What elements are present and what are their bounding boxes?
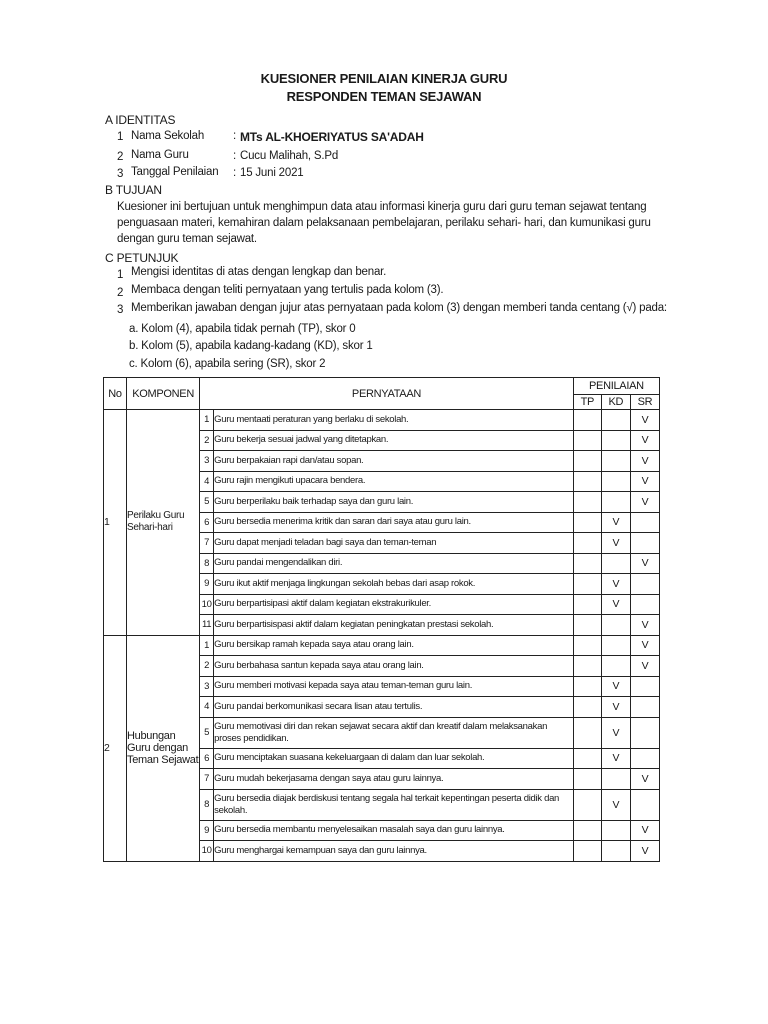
mark-sr bbox=[630, 533, 659, 554]
item-statement: Guru berpartisispasi aktif dalam kegiatan peningkatan prestasi sekolah. bbox=[214, 615, 574, 636]
table-row bbox=[104, 410, 660, 431]
item-number: 10 bbox=[200, 841, 214, 862]
identitas-value-teacher: Cucu Malihah, S.Pd bbox=[240, 150, 339, 162]
section-identitas-heading: A IDENTITAS bbox=[105, 113, 176, 127]
mark-tp bbox=[573, 410, 601, 431]
petunjuk-sub-item: a. Kolom (4), apabila tidak pernah (TP), skor 0 bbox=[129, 323, 356, 335]
mark-tp bbox=[573, 615, 601, 636]
assessment-table bbox=[103, 377, 660, 862]
item-statement: Guru memberi motivasi kepada saya atau teman-teman guru lain. bbox=[214, 676, 574, 697]
group-komponen: Perilaku Guru Sehari-hari bbox=[127, 410, 200, 636]
mark-sr: V bbox=[630, 615, 659, 636]
tujuan-paragraph: Kuesioner ini bertujuan untuk menghimpun data atau informasi kinerja guru dari guru teman sejawat tentang penguasaan materi, kemahiran dalam pelaksanaan pembelajaran, perilaku sehari- hari, dan kumunikasi guru dengan guru teman sejawat. bbox=[117, 201, 651, 245]
mark-sr: V bbox=[630, 410, 659, 431]
item-number: 7 bbox=[200, 533, 214, 554]
identitas-value-date: 15 Juni 2021 bbox=[240, 167, 304, 179]
item-statement: Guru berbahasa santun kepada saya atau orang lain. bbox=[214, 656, 574, 677]
item-statement: Guru menciptakan suasana kekeluargaan di dalam dan luar sekolah. bbox=[214, 748, 574, 769]
item-number: 4 bbox=[200, 471, 214, 492]
section-tujuan-heading: B TUJUAN bbox=[105, 183, 162, 197]
identitas-label: Nama Sekolah bbox=[131, 130, 205, 142]
mark-sr: V bbox=[630, 656, 659, 677]
mark-sr: V bbox=[630, 553, 659, 574]
mark-sr bbox=[630, 748, 659, 769]
petunjuk-sub-item: c. Kolom (6), apabila sering (SR), skor 2 bbox=[129, 358, 326, 370]
item-number: 6 bbox=[200, 512, 214, 533]
item-number: 3 bbox=[200, 676, 214, 697]
mark-tp bbox=[573, 430, 601, 451]
item-statement: Guru ikut aktif menjaga lingkungan sekolah bebas dari asap rokok. bbox=[214, 574, 574, 595]
item-number: 1 bbox=[200, 410, 214, 431]
identitas-label: Tanggal Penilaian bbox=[131, 166, 219, 178]
item-statement: Guru memotivasi diri dan rekan sejawat secara aktif dan kreatif dalam melaksanakan proses pendidikan. bbox=[214, 717, 574, 748]
group-komponen: Hubungan Guru dengan Teman Sejawat bbox=[127, 635, 200, 861]
item-number: 8 bbox=[200, 789, 214, 820]
group-number: 1 bbox=[104, 410, 127, 636]
document-title: KUESIONER PENILAIAN KINERJA GURU bbox=[260, 71, 508, 86]
mark-kd: V bbox=[601, 676, 630, 697]
mark-tp bbox=[573, 635, 601, 656]
identitas-colon: : bbox=[233, 167, 236, 179]
mark-sr: V bbox=[630, 820, 659, 841]
mark-tp bbox=[573, 697, 601, 718]
mark-sr bbox=[630, 676, 659, 697]
mark-kd bbox=[601, 769, 630, 790]
table-row bbox=[104, 635, 660, 656]
mark-tp bbox=[573, 553, 601, 574]
mark-kd bbox=[601, 553, 630, 574]
mark-tp bbox=[573, 841, 601, 862]
identitas-value-school: MTs AL-KHOERIYATUS SA'ADAH bbox=[240, 130, 424, 144]
mark-sr: V bbox=[630, 471, 659, 492]
mark-kd bbox=[601, 492, 630, 513]
header-penilaian: PENILAIAN bbox=[573, 378, 659, 395]
item-statement: Guru berpakaian rapi dan/atau sopan. bbox=[214, 451, 574, 472]
petunjuk-num: 3 bbox=[117, 304, 124, 316]
mark-kd bbox=[601, 841, 630, 862]
identitas-label: Nama Guru bbox=[131, 149, 189, 161]
petunjuk-text: Memberikan jawaban dengan jujur atas pernyataan pada kolom (3) dengan memberi tanda centang (√) pada: bbox=[131, 302, 667, 314]
mark-tp bbox=[573, 492, 601, 513]
mark-kd: V bbox=[601, 574, 630, 595]
mark-tp bbox=[573, 789, 601, 820]
mark-kd bbox=[601, 656, 630, 677]
mark-tp bbox=[573, 769, 601, 790]
item-number: 1 bbox=[200, 635, 214, 656]
mark-tp bbox=[573, 533, 601, 554]
item-statement: Guru rajin mengikuti upacara bendera. bbox=[214, 471, 574, 492]
mark-kd bbox=[601, 820, 630, 841]
item-statement: Guru berperilaku baik terhadap saya dan guru lain. bbox=[214, 492, 574, 513]
petunjuk-text: Mengisi identitas di atas dengan lengkap dan benar. bbox=[131, 266, 387, 278]
item-number: 5 bbox=[200, 717, 214, 748]
header-tp: TP bbox=[573, 395, 601, 410]
identitas-num: 3 bbox=[117, 168, 124, 180]
item-statement: Guru mentaati peraturan yang berlaku di sekolah. bbox=[214, 410, 574, 431]
mark-sr: V bbox=[630, 841, 659, 862]
item-statement: Guru bekerja sesuai jadwal yang ditetapkan. bbox=[214, 430, 574, 451]
item-number: 2 bbox=[200, 656, 214, 677]
mark-sr: V bbox=[630, 492, 659, 513]
header-no: No bbox=[104, 378, 127, 410]
mark-tp bbox=[573, 471, 601, 492]
item-statement: Guru bersedia membantu menyelesaikan masalah saya dan guru lainnya. bbox=[214, 820, 574, 841]
item-number: 11 bbox=[200, 615, 214, 636]
item-statement: Guru bersedia menerima kritik dan saran dari saya atau guru lain. bbox=[214, 512, 574, 533]
document-subtitle: RESPONDEN TEMAN SEJAWAN bbox=[286, 89, 482, 104]
mark-tp bbox=[573, 748, 601, 769]
mark-tp bbox=[573, 676, 601, 697]
table-header-row bbox=[104, 378, 660, 395]
mark-tp bbox=[573, 512, 601, 533]
item-number: 8 bbox=[200, 553, 214, 574]
mark-tp bbox=[573, 451, 601, 472]
mark-kd bbox=[601, 430, 630, 451]
header-kd: KD bbox=[601, 395, 630, 410]
mark-kd: V bbox=[601, 789, 630, 820]
mark-sr: V bbox=[630, 451, 659, 472]
mark-kd bbox=[601, 471, 630, 492]
item-number: 4 bbox=[200, 697, 214, 718]
mark-sr bbox=[630, 717, 659, 748]
mark-tp bbox=[573, 594, 601, 615]
mark-sr bbox=[630, 574, 659, 595]
item-number: 7 bbox=[200, 769, 214, 790]
header-komponen: KOMPONEN bbox=[127, 378, 200, 410]
mark-kd: V bbox=[601, 697, 630, 718]
header-sr: SR bbox=[630, 395, 659, 410]
mark-tp bbox=[573, 717, 601, 748]
identitas-colon: : bbox=[233, 130, 236, 142]
mark-tp bbox=[573, 656, 601, 677]
mark-sr bbox=[630, 789, 659, 820]
item-statement: Guru menghargai kemampuan saya dan guru lainnya. bbox=[214, 841, 574, 862]
mark-kd: V bbox=[601, 512, 630, 533]
mark-sr bbox=[630, 594, 659, 615]
mark-kd bbox=[601, 410, 630, 431]
item-statement: Guru berpartisipasi aktif dalam kegiatan ekstrakurikuler. bbox=[214, 594, 574, 615]
item-statement: Guru bersedia diajak berdiskusi tentang segala hal terkait kepentingan peserta didik dan sekolah. bbox=[214, 789, 574, 820]
identitas-num: 1 bbox=[117, 131, 124, 143]
item-number: 6 bbox=[200, 748, 214, 769]
mark-sr bbox=[630, 512, 659, 533]
item-number: 5 bbox=[200, 492, 214, 513]
mark-sr bbox=[630, 697, 659, 718]
identitas-num: 2 bbox=[117, 151, 124, 163]
group-number: 2 bbox=[104, 635, 127, 861]
mark-sr: V bbox=[630, 635, 659, 656]
item-number: 10 bbox=[200, 594, 214, 615]
petunjuk-num: 2 bbox=[117, 287, 124, 299]
mark-kd bbox=[601, 451, 630, 472]
header-pernyataan: PERNYATAAN bbox=[200, 378, 574, 410]
item-statement: Guru bersikap ramah kepada saya atau orang lain. bbox=[214, 635, 574, 656]
petunjuk-sub-item: b. Kolom (5), apabila kadang-kadang (KD), skor 1 bbox=[129, 340, 373, 352]
item-number: 3 bbox=[200, 451, 214, 472]
petunjuk-num: 1 bbox=[117, 269, 124, 281]
item-number: 9 bbox=[200, 574, 214, 595]
item-number: 2 bbox=[200, 430, 214, 451]
mark-kd bbox=[601, 615, 630, 636]
mark-sr: V bbox=[630, 769, 659, 790]
petunjuk-text: Membaca dengan teliti pernyataan yang tertulis pada kolom (3). bbox=[131, 284, 444, 296]
identitas-colon: : bbox=[233, 150, 236, 162]
mark-kd: V bbox=[601, 748, 630, 769]
mark-kd: V bbox=[601, 717, 630, 748]
item-number: 9 bbox=[200, 820, 214, 841]
item-statement: Guru dapat menjadi teladan bagi saya dan teman-teman bbox=[214, 533, 574, 554]
mark-kd: V bbox=[601, 594, 630, 615]
mark-kd bbox=[601, 635, 630, 656]
item-statement: Guru pandai berkomunikasi secara lisan atau tertulis. bbox=[214, 697, 574, 718]
item-statement: Guru pandai mengendalikan diri. bbox=[214, 553, 574, 574]
mark-tp bbox=[573, 820, 601, 841]
mark-tp bbox=[573, 574, 601, 595]
item-statement: Guru mudah bekerjasama dengan saya atau guru lainnya. bbox=[214, 769, 574, 790]
section-petunjuk-heading: C PETUNJUK bbox=[105, 251, 179, 265]
mark-sr: V bbox=[630, 430, 659, 451]
mark-kd: V bbox=[601, 533, 630, 554]
